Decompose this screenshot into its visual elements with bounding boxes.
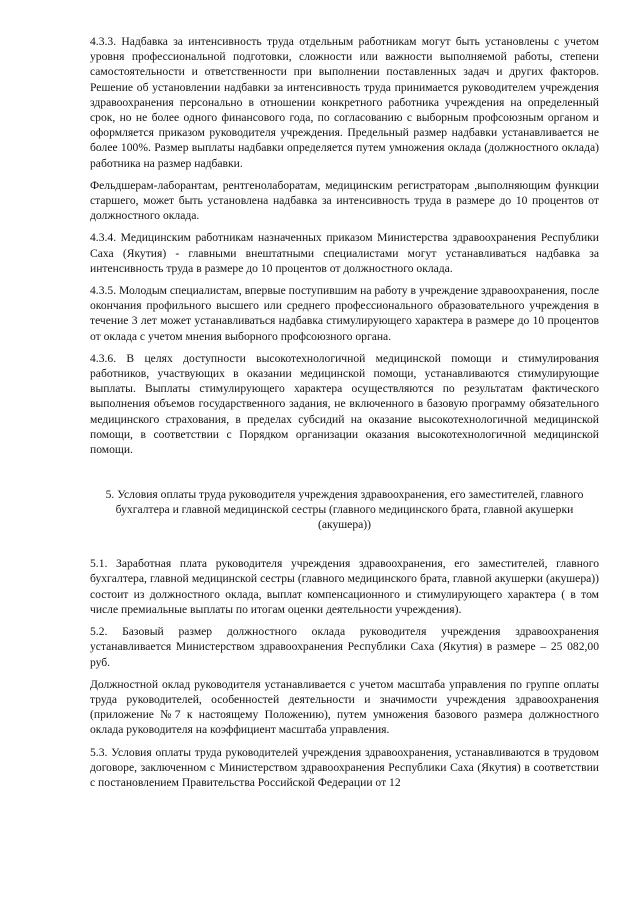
section-5-title: 5. Условия оплаты труда руководителя учреждения здравоохранения, его заместителей, главного бухгалтера и главной медицинской сестры (главного медицинского брата, главной акушерки (акушера)): [105, 488, 584, 532]
paragraph-feldshers: Фельдшерам-лаборантам, рентгенолаборатам, медицинским регистраторам ,выполняющим функции старшего, может быть установлена надбавка за интенсивность труда в размере до 10 процентов от должностного оклада.: [90, 178, 599, 223]
paragraph-5-2: 5.2. Базовый размер должностного оклада руководителя учреждения здравоохранения устанавливается Министерством здравоохранения Республики Саха (Якутия) в размере – 25 082,00 руб.: [90, 625, 599, 669]
paragraph-head-salary: Должностной оклад руководителя устанавливается с учетом масштаба управления по группе оплаты труда руководителей, особенностей деятельности и значимости учреждения здравоохранения (приложение №7 к настоящему Положению), путем умножения базового размера должностного оклада руководителя на коэффициент масштаба управления.: [90, 677, 599, 737]
paragraph-4-3-4: 4.3.4. Медицинским работникам назначенных приказом Министерства здравоохранения Республики Саха (Якутия) - главными внештатными специалистами могут устанавливаться надбавка за интенсивность труда в размере до 10 процентов от должностного оклада.: [90, 231, 599, 275]
paragraph-4-3-3: 4.3.3. Надбавка за интенсивность труда отдельным работникам могут быть установлены с учетом уровня профессиональной подготовки, сложности или важности выполняемой работы, степени самостоятельности и ответственности при выполнении поставленных задач и других факторов. Решение об установлении надбавки за интенсивность труда принимается руководителем учреждения здравоохранения персонально в отношении конкретного работника учреждения на определенный срок, но не более одного финансового года, по согласованию с выборным профсоюзным органом и оформляется приказом руководителя учреждения. Предельный размер надбавки устанавливается не более 100%. Размер выплаты надбавки определяется путем умножения оклада (должностного оклада) работника на размер надбавки.: [90, 35, 599, 170]
paragraph-4-3-6: 4.3.6. В целях доступности высокотехнологичной медицинской помощи и стимулирования работников, участвующих в оказании медицинской помощи, устанавливаются стимулирующие выплаты. Выплаты стимулирующего характера осуществляются по результатам фактического выполнения объемов государственного задания, не включенного в базовую программу обязательного медицинского страхования, в пределах субсидий на оказание высокотехнологичной медицинской помощи, в соответствии с Порядком организации оказания высокотехнологичной медицинской помощи.: [90, 351, 599, 457]
paragraph-5-3: 5.3. Условия оплаты труда руководителей учреждения здравоохранения, устанавливаются в трудовом договоре, заключенном с Министерством здравоохранения Республики Саха (Якутия) в соответствии с постановлением Правительства Российской Федерации от 12: [90, 745, 599, 789]
document-page: [90, 34, 599, 794]
paragraph-4-3-5: 4.3.5. Молодым специалистам, впервые поступившим на работу в учреждение здравоохранения, после окончания профильного высшего или среднего профессионального образовательного учреждения в течение 3 лет может устанавливаться надбавка стимулирующего характера в размере до 10 процентов от оклада с учетом мнения выборного профсоюзного органа.: [90, 284, 599, 343]
paragraph-5-1: 5.1. Заработная плата руководителя учреждения здравоохранения, его заместителей, главного бухгалтера, главной медицинской сестры (главного медицинского брата, главной акушерки (акушера)) состоит из должностного оклада, выплат компенсационного и стимулирующего характера ( в том числе премиальные выплаты по итогам оценки деятельности учреждения).: [90, 557, 599, 616]
